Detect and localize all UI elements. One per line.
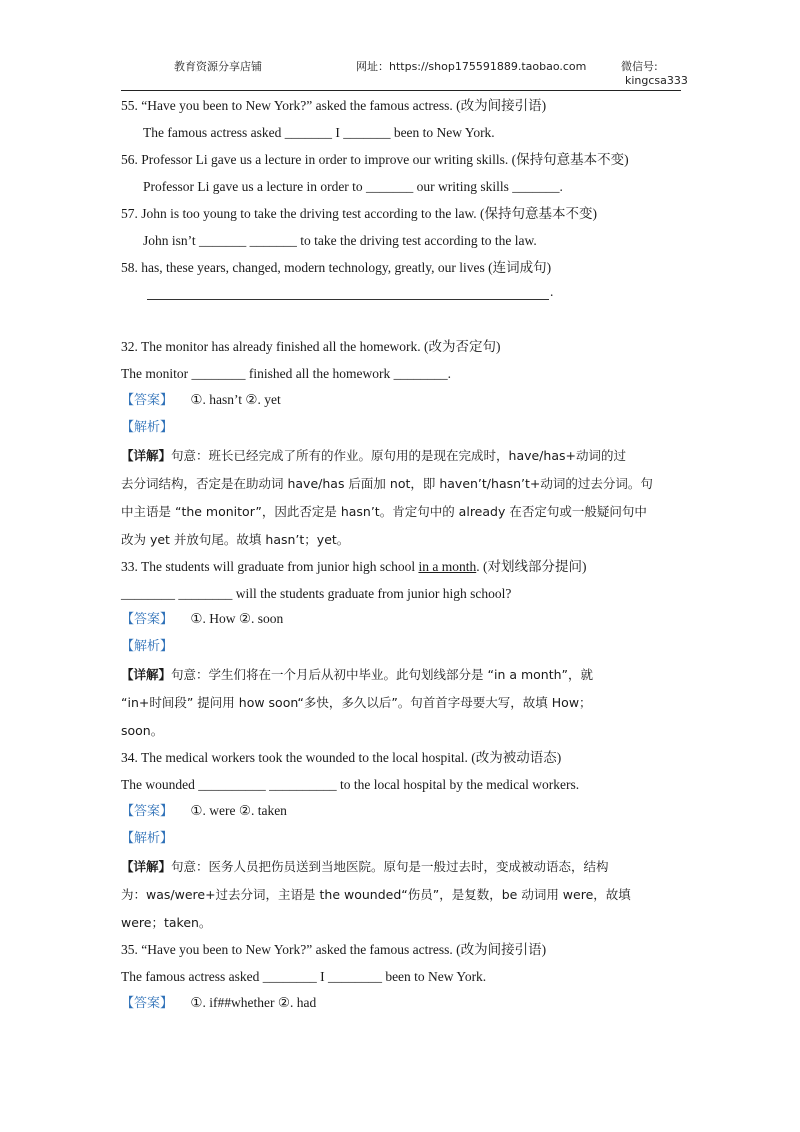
- question-32-blank: The monitor ________ finished all the homework ________.: [121, 366, 451, 381]
- detail-tag: 【详解】: [121, 667, 172, 682]
- question-32: 32. The monitor has already finished all the homework. (改为否定句): [121, 339, 501, 354]
- underlined-phrase: in a month: [418, 559, 477, 574]
- question-33-text: 33. The students will graduate from junior high school: [121, 559, 419, 574]
- question-55: 55. “Have you been to New York?” asked the famous actress. (改为间接引语): [121, 98, 547, 113]
- question-33-blank: ________ ________ will the students graduate from junior high school?: [121, 586, 512, 601]
- question-33: [121, 558, 586, 576]
- question-35: 35. “Have you been to New York?” asked the famous actress. (改为间接引语): [121, 942, 547, 957]
- detail-33-line1: [121, 666, 593, 684]
- question-57: 57. John is too young to take the driving test according to the law. (保持句意基本不变): [121, 206, 598, 221]
- detail-34-line1: [121, 858, 609, 876]
- detail-33-line3: soon。: [121, 723, 164, 738]
- analysis-tag: 【解析】: [121, 831, 174, 846]
- answer-32: [121, 391, 281, 410]
- answer-tag: 【答案】: [121, 393, 174, 408]
- wechat-id: kingcsa333: [625, 74, 688, 87]
- answer-text: ①. How ②. soon: [190, 611, 284, 626]
- shop-name: 教育资源分享店铺: [174, 60, 262, 73]
- answer-34: [121, 802, 287, 821]
- question-55-blank: The famous actress asked _______ I _______ been to New York.: [143, 125, 495, 140]
- detail-32-line2: 去分词结构，否定是在助动词 have/has 后面加 not，即 haven’t/hasn’t+动词的过去分词。句: [121, 476, 653, 491]
- detail-34-line3: were；taken。: [121, 915, 212, 930]
- detail-text: 句意：医务人员把伤员送到当地医院。原句是一般过去时，变成被动语态，结构: [171, 859, 609, 874]
- detail-33-line2: “in+时间段” 提问用 how soon“多快，多久以后”。句首首字母要大写，故填 How；: [121, 695, 592, 710]
- shop-url: 网址：https://shop175591889.taobao.com: [356, 60, 587, 73]
- question-34-blank: The wounded __________ __________ to the local hospital by the medical workers.: [121, 777, 580, 792]
- question-33-instruction: . (对划线部分提问): [476, 559, 587, 574]
- question-56-blank: Professor Li gave us a lecture in order to _______ our writing skills _______.: [143, 179, 563, 194]
- analysis-tag: 【解析】: [121, 639, 174, 654]
- answer-text: ①. were ②. taken: [190, 803, 287, 818]
- wechat-label: 微信号:: [621, 60, 658, 73]
- question-34: 34. The medical workers took the wounded to the local hospital. (改为被动语态): [121, 750, 562, 765]
- detail-32-line1: [121, 447, 626, 465]
- page-header: [121, 58, 688, 91]
- answer-tag: 【答案】: [121, 996, 174, 1011]
- detail-tag: 【详解】: [121, 859, 172, 874]
- detail-32-line3: 中主语是 “the monitor”，因此否定是 hasn’t。肯定句中的 already 在否定句或一般疑问句中: [121, 504, 647, 519]
- detail-32-line4: 改为 yet 并放句尾。故填 hasn’t；yet。: [121, 532, 350, 547]
- answer-tag: 【答案】: [121, 804, 174, 819]
- detail-text: 句意：学生们将在一个月后从初中毕业。此句划线部分是 “in a month”，就: [171, 667, 594, 682]
- question-56: 56. Professor Li gave us a lecture in order to improve our writing skills. (保持句意基本不变): [121, 152, 629, 167]
- question-58: 58. has, these years, changed, modern technology, greatly, our lives (连词成句): [121, 260, 552, 275]
- answer-33: [121, 610, 283, 629]
- answer-line: [147, 299, 549, 300]
- detail-text: 句意：班长已经完成了所有的作业。原句用的是现在完成时，have/has+动词的过: [171, 448, 626, 463]
- detail-tag: 【详解】: [121, 448, 172, 463]
- answer-35: [121, 994, 316, 1013]
- question-35-blank: The famous actress asked ________ I ________ been to New York.: [121, 969, 487, 984]
- answer-text: ①. hasn’t ②. yet: [190, 392, 281, 407]
- answer-tag: 【答案】: [121, 612, 174, 627]
- analysis-tag: 【解析】: [121, 420, 174, 435]
- question-57-blank: John isn’t _______ _______ to take the driving test according to the law.: [143, 233, 537, 248]
- detail-34-line2: 为：was/were+过去分词，主语是 the wounded“伤员”，是复数，be 动词用 were，故填: [121, 887, 631, 902]
- answer-text: ①. if##whether ②. had: [190, 995, 317, 1010]
- answer-line-end: .: [550, 284, 554, 299]
